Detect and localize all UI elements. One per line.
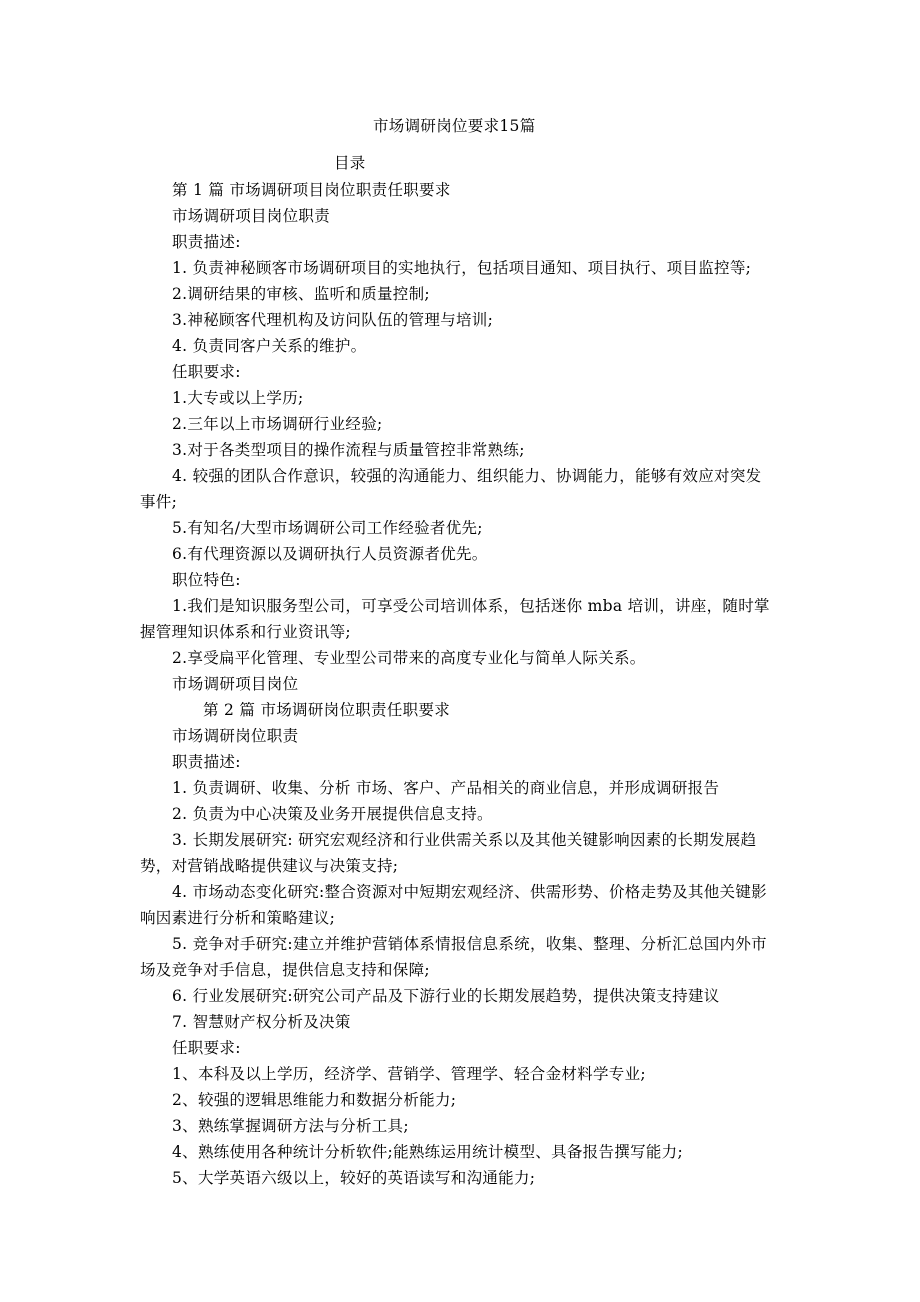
paragraph-line: 任职要求:	[172, 363, 241, 381]
document-title: 市场调研岗位要求15篇	[373, 117, 536, 135]
paragraph-line: 5.有知名/大型市场调研公司工作经验者优先;	[172, 519, 483, 537]
paragraph-line: 1. 负责调研、收集、分析 市场、客户、产品相关的商业信息，并形成调研报告	[172, 779, 720, 797]
paragraph-line: 职责描述:	[172, 233, 241, 251]
paragraph-line: 市场调研项目岗位	[172, 675, 299, 693]
paragraph-line: 6.有代理资源以及调研执行人员资源者优先。	[172, 545, 488, 563]
section-1-heading: 第 1 篇 市场调研项目岗位职责任职要求	[172, 181, 451, 199]
paragraph-line: 市场调研项目岗位职责	[172, 207, 331, 225]
paragraph-line: 6. 行业发展研究:研究公司产品及下游行业的长期发展趋势，提供决策支持建议	[172, 987, 720, 1005]
paragraph-line: 4. 较强的团队合作意识，较强的沟通能力、组织能力、协调能力，能够有效应对突发	[172, 467, 762, 485]
paragraph-line: 4、熟练使用各种统计分析软件;能熟练运用统计模型、具备报告撰写能力;	[172, 1143, 684, 1161]
paragraph-line: 7. 智慧财产权分析及决策	[172, 1013, 351, 1031]
paragraph-line: 市场调研岗位职责	[172, 727, 299, 745]
paragraph-line: 4. 负责同客户关系的维护。	[172, 337, 367, 355]
paragraph-line: 场及竞争对手信息，提供信息支持和保障;	[140, 961, 430, 979]
paragraph-line: 2.三年以上市场调研行业经验;	[172, 415, 383, 433]
paragraph-line: 2.享受扁平化管理、专业型公司带来的高度专业化与简单人际关系。	[172, 649, 646, 667]
paragraph-line: 1.我们是知识服务型公司，可享受公司培训体系，包括迷你 mba 培训，讲座，随时掌	[172, 597, 770, 615]
paragraph-line: 势，对营销战略提供建议与决策支持;	[140, 857, 399, 875]
paragraph-line: 2、较强的逻辑思维能力和数据分析能力;	[172, 1091, 457, 1109]
paragraph-line: 职位特色:	[172, 571, 241, 589]
paragraph-line: 5. 竞争对手研究:建立并维护营销体系情报信息系统，收集、整理、分析汇总国内外市	[172, 935, 767, 953]
paragraph-line: 5、大学英语六级以上，较好的英语读写和沟通能力;	[172, 1169, 536, 1187]
paragraph-line: 1.大专或以上学历;	[172, 389, 304, 407]
paragraph-line: 响因素进行分析和策略建议;	[140, 909, 336, 927]
paragraph-line: 3.对于各类型项目的操作流程与质量管控非常熟练;	[172, 441, 525, 459]
paragraph-line: 3. 长期发展研究: 研究宏观经济和行业供需关系以及其他关键影响因素的长期发展趋	[172, 831, 757, 849]
paragraph-line: 2. 负责为中心决策及业务开展提供信息支持。	[172, 805, 493, 823]
paragraph-line: 职责描述:	[172, 753, 241, 771]
paragraph-line: 4. 市场动态变化研究:整合资源对中短期宏观经济、供需形势、价格走势及其他关键影	[172, 883, 767, 901]
paragraph-line: 1. 负责神秘顾客市场调研项目的实地执行，包括项目通知、项目执行、项目监控等;	[172, 259, 752, 277]
paragraph-line: 1、本科及以上学历，经济学、营销学、管理学、轻合金材料学专业;	[172, 1065, 646, 1083]
paragraph-line: 2.调研结果的审核、监听和质量控制;	[172, 285, 430, 303]
paragraph-line: 3、熟练掌握调研方法与分析工具;	[172, 1117, 409, 1135]
paragraph-line: 事件;	[140, 493, 178, 511]
section-2-heading: 第 2 篇 市场调研岗位职责任职要求	[203, 701, 451, 719]
toc-heading: 目录	[334, 154, 366, 172]
paragraph-line: 3.神秘顾客代理机构及访问队伍的管理与培训;	[172, 311, 494, 329]
paragraph-line: 握管理知识体系和行业资讯等;	[140, 623, 351, 641]
paragraph-line: 任职要求:	[172, 1039, 241, 1057]
